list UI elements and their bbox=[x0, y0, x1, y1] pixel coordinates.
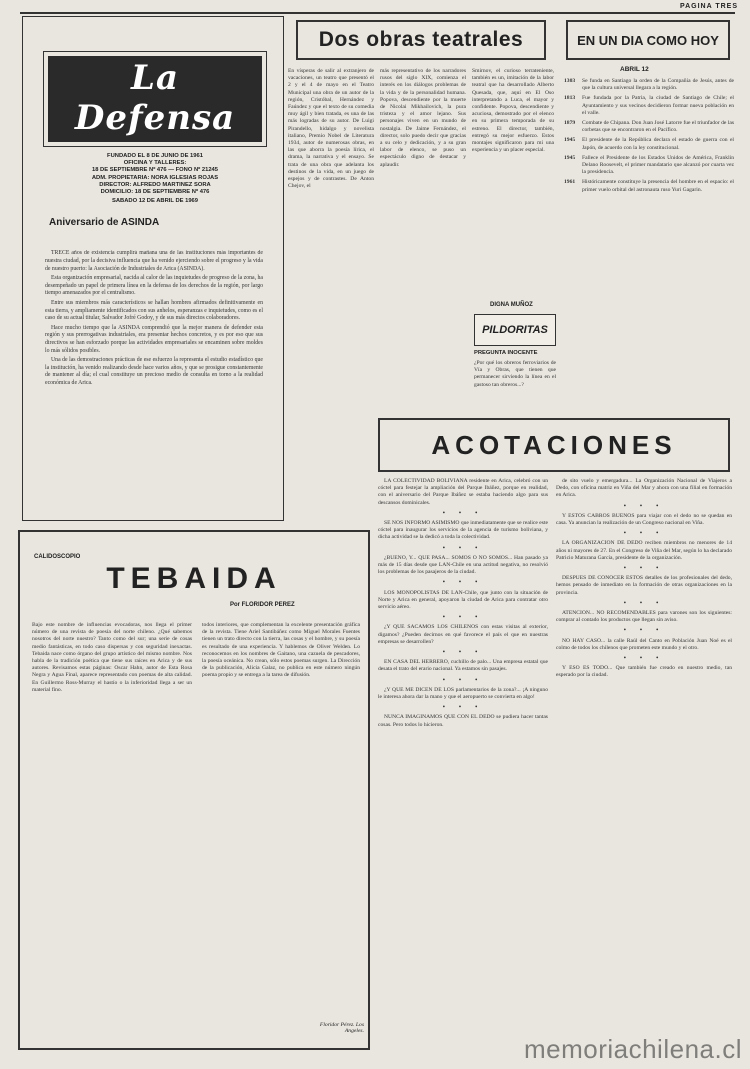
masthead bbox=[43, 51, 267, 147]
dia-text: Fue fundada por la Patria, la ciudad de Santiago de Chile; el Ayuntamiento y sus vecinos decidieron formar nueva población en el valle. bbox=[582, 95, 734, 116]
dia-year: 1961 bbox=[564, 179, 576, 186]
masthead-title: La Defensa bbox=[48, 56, 262, 142]
tebaida-kicker: CALIDOSCOPIO bbox=[34, 554, 81, 560]
masthead-line5: DIRECTOR: ALFREDO MARTINEZ SORA bbox=[99, 181, 211, 188]
editorial-body bbox=[45, 250, 263, 500]
masthead-line4: ADM. PROPIETARIA: NORA IGLESIAS ROJAS bbox=[91, 174, 219, 181]
dia-date: ABRIL 12 bbox=[620, 66, 649, 73]
dia-title-box bbox=[566, 20, 730, 60]
acotaciones-title-box bbox=[378, 418, 730, 472]
pildoritas-logo-text: PILDORITAS bbox=[482, 324, 548, 336]
pildoritas-text: ¿Por qué los obreros ferroviarios de Vía y Obras, que tienen que permanecer sirviendo la línea en el gastoso tan obreros...? bbox=[474, 360, 556, 388]
dia-year: 1879 bbox=[564, 120, 576, 127]
dia-text: El presidente de la República declara el estado de guerra con el Japón, de acuerdo con la ley constitucional. bbox=[582, 137, 734, 151]
masthead-line2: OFICINA Y TALLERES: bbox=[123, 160, 187, 167]
editorial-paragraph: Una de las demostraciones prácticas de ese esfuerzo la representa el estudio estadístico que la institución, ha venido realizando desde hace varios años, y que se prosigue constantemente de mantener al día; el cual constituye un precioso medio de consulta en torno a la realidad económica de Arica. bbox=[45, 357, 263, 386]
acotacion-item: de sito vuelo y emergadura... La Organización Nacional de Viajeros a Dedo, con oficina matriz en Viña del Mar y ahora con una filial en formación en Arica. bbox=[556, 478, 732, 499]
acotacion-item: LOS MONOPOLISTAS DE LAN-Chile, que junto con la situación de Norte y Arica en general, apoyaron la ciudad de Arica para contratar otro servicio aéreo. bbox=[378, 589, 548, 611]
dia-year: 1945 bbox=[564, 154, 576, 161]
tebaida-col-2: todos interiores, que complementan la excelente presentación gráfica de la revista. Tiene Ariel Santibáñez como Miguel Morales Fuentes tienen un trato directo con la tierra, las cosas y el hombre, y su poesía es resultado de una experiencia. Y hablemos de Oliver Welden. Lo reconocemos en los nombres de Gaitano, una cazuela de pescadores, la poesía oceánica. No crean, sólo estos poemas surgen. La Dirección de la publicación, Alicia Galaz, no publica en este número ningún poema propio y se entrega a la tarea de difusión. bbox=[202, 622, 360, 679]
pildoritas-question-title: PREGUNTA INOCENTE bbox=[474, 350, 538, 356]
masthead-date: SABADO 12 DE ABRIL DE 1969 bbox=[111, 198, 198, 205]
dia-year: 1945 bbox=[564, 137, 576, 144]
acotacion-item: LA ORGANIZACION DE DEDO reciben miembros no menores de 14 años ni mayores de 27. En el Congreso de Viña del Mar, según lo ha declarado Patricio Maturana García, presidente de la organización. bbox=[556, 540, 732, 561]
masthead-line6: DOMICILIO: 18 DE SEPTIEMBRE Nº 476 bbox=[100, 189, 210, 196]
dia-title: EN UN DIA COMO HOY bbox=[577, 32, 719, 48]
top-rule bbox=[20, 12, 735, 14]
editorial-paragraph: Esta organización empresarial, nacida al calor de las inquietudes de progreso de la zona, ha desempeñado un papel de primera línea en la defensa de los derechos de la región, por largo tiempo amenazados por el centralismo. bbox=[45, 275, 263, 297]
dia-text: Fallece el Presidente de los Estados Unidos de América, Franklin Delano Roosevelt, el primer mandatario que alcanzó por cuarta vez la presidencia. bbox=[582, 154, 734, 176]
page-header-label: PAGINA TRES bbox=[679, 3, 738, 10]
editorial-paragraph: TRECE años de existencia cumplirá mañana una de las instituciones más importantes de nuestra ciudad, por la decisiva influencia que ha venido ejerciendo sobre el progreso y la vida de nuestro puerto: la Asociación de Industriales de Arica (ASINDA). bbox=[45, 250, 263, 272]
editorial-box bbox=[22, 16, 284, 521]
acotacion-item: Y ESO ES TODO... Que también fue creado en nuestro medio, tan esperado por la ciudad. bbox=[556, 665, 732, 679]
dia-text: Se funda en Santiago la orden de la Compañía de Jesús, antes de que la cultura universal llegara a la región. bbox=[582, 78, 734, 92]
acotacion-item: SE NOS INFORMO ASIMISMO que inmediatamente que se realice este cóctel para inaugurar los servicios de la agencia de turismo boliviana, y dicha actividad se la dedicó a toda la colectividad. bbox=[378, 520, 548, 541]
dia-year: 1813 bbox=[564, 95, 576, 102]
acotacion-item: ATENCION... NO RECOMENDABLES para varones son los siguientes: comprar al contado los productos que llegan sin aviso. bbox=[556, 610, 732, 624]
pildoritas-signature: DIGNA MUÑOZ bbox=[490, 302, 533, 308]
acotaciones-right: de sito vuelo y emergadura... La Organización Nacional de Viajeros a Dedo, con oficina matriz en Viña del Mar y ahora con una filial en formación en Arica. • • • Y ESTOS CABROS BUENOS para viajar con el dedo no se quedan en casa. Ya anuncian la realización de un Congreso nacional en Viña. • • • LA ORGANIZACION DE DEDO reciben miembros no menores de 14 años ni mayores de 27. En el Congreso de Viña del Mar, según lo ha declarado Patricio Maturana García, presidente de la organización. • • • DESPUES DE CONOCER ESTOS detalles de los profesionales del dedo, hemos pensado de inmediato en la formación de otras organizaciones en la provincia. • • • ATENCION... NO RECOMENDABLES para varones son los siguientes: comprar al contado los productos que llegan sin aviso. • • • NO HAY CASO... la calle Raúl del Canto en Población Juan Noé es el colmo de todos los chilenos que prometen este mundo y el otro. • • • Y ESO ES TODO... Que también fue creado en nuestro medio, tan esperado por la ciudad. bbox=[556, 478, 732, 679]
editorial-paragraph: Hace mucho tiempo que la ASINDA comprendió que la mejor manera de defender esta región y sus prerrogativas industriales, era presentar hechos concretos, y es por eso que sus directivos se han esforzado porque las actividades empresariales se encaminen sobre moldes lo más sólidos posibles. bbox=[45, 324, 263, 354]
acotacion-item: ¿Y QUE ME DICEN DE LOS parlamentarios de la zona?... ¡A ninguno le interesa ahora dar la mano y que el aeropuerto se convierta en algo! bbox=[378, 686, 548, 701]
acotaciones-title: ACOTACIONES bbox=[431, 429, 677, 460]
tebaida-title: TEBAIDA bbox=[106, 562, 282, 595]
acotaciones-left: LA COLECTIVIDAD BOLIVIANA residente en Arica, celebró con un cóctel para festejar la ampliación del Parque Ibáñez, porque en realidad, con el aniversario del Parque Ibáñez se estaba haciendo algo para sus descansos dominicales. • • • SE NOS INFORMO ASIMISMO que inmediatamente que se realice este cóctel para inaugurar los servicios de la agencia de turismo boliviana, y dicha actividad se la dedicó a toda la colectividad. • • • ¿BUENO, Y... QUE PASA... SOMOS O NO SOMOS... Han pasado ya más de 15 días desde que LAN-Chile en una actitud negativa, no resolvió los problemas de los pasajeros de la ciudad. • • • LOS MONOPOLISTAS DE LAN-Chile, que junto con la situación de Norte y Arica en general, apoyaron la ciudad de Arica para contratar otro servicio aéreo. • • • ¿Y QUE SACAMOS LOS CHILENOS con estas visitas al exterior, digamos? ¿Pueden decirnos en qué favorece el país el que en nuestras empresas se desarrollen? • • • EN CASA DEL HERRERO, cuchillo de palo... Una empresa estatal que desata el trato del erario nacional. Ya estamos sin pasajes. • • • ¿Y QUE ME DICEN DE LOS parlamentarios de la zona?... ¡A ninguno le interesa ahora dar la mano y que el aeropuerto se convierta en algo! • • • NUNCA IMAGINAMOS QUE CON EL DEDO se pudiera hacer tantas cosas. Pero todos lo hicieron. bbox=[378, 478, 548, 728]
masthead-line1: FUNDADO EL 8 DE JUNIO DE 1961 bbox=[107, 153, 203, 159]
masthead-line3: 18 DE SEPTIEMBRE Nº 476 — FONO Nº 21245 bbox=[91, 167, 218, 174]
teatro-col-3: Smirnov, el curioso terrateniente, también es un, imitación de la labor teatral que ha desarrollado Alberto Quesada, que, aquí en El Oso interpretando a Luca, el mayor y confidente. Popova, descendiente y acuciosa, demostrado por el elenco en su primera temporada de su estreno. El director, también, entregó su mejor esfuerzo. Estos montajes significaron para mí una experiencia y un placer especial. bbox=[472, 68, 554, 154]
pildoritas-logo bbox=[474, 314, 556, 346]
editorial-title: Aniversario de ASINDA bbox=[49, 217, 160, 229]
dia-text: Históricamente constituye la presencia del hombre en el espacio: el primer vuelo orbital del astronauta ruso Yuri Gagarin. bbox=[582, 179, 734, 193]
acotacion-item: NUNCA IMAGINAMOS QUE CON EL DEDO se pudiera hacer tantas cosas. Pero todos lo hicieron. bbox=[378, 714, 548, 728]
teatro-col-1: En vísperas de salir al extranjero de vacaciones, un teatro que presentó el 2 y el 4 de mayo en el Teatro Municipal una obra de un autor de la región, Cristóbal, Hernández y Faúndez y que el texto de su comedia muy ágil y bien tratada, es una de las más logradas de su autor. De Luigi Pirandello, hidalgo y novelista italiano, Premio Nobel de Literatura 1934, autor de numerosas obras, en las que aborra la poesía lírica, el drama, la narrativa y el ensayo. Se trata de una obra que adelanta los destinos de la vida, en un juego de espejos y de contrastes. De Anton Chejov, el bbox=[288, 68, 374, 190]
tebaida-col-1: Bajo este nombre de influencias evocadoras, nos llega el primer número de una revista de poesía del norte chileno. ¿Qué sabemos nosotros del norte nuestro? Tanto como del sur; una serie de cosas medio fantásticas, en todo caso dispersas y con seguridad inexactas. Tebaida nace como órgano del grupo artístico del mismo nombre. Nos habla de la tradición poética que tiene sus raíces en Arica y de sus autores. Revisamos estas páginas: Oscar Hahn, autor de Esta Rosa Negra y Agua Final, aparece representado con poemas de alta calidad. En Guillermo Ross-Murray el hastío o la inferioridad llega a ser un material fino. bbox=[32, 622, 192, 693]
acotacion-item: ¿BUENO, Y... QUE PASA... SOMOS O NO SOMOS... Han pasado ya más de 15 días desde que LAN-Chile en una actitud negativa, no resolvió los problemas de los pasajeros de la ciudad. bbox=[378, 554, 548, 576]
tebaida-signature: Floridor Pérez. Los Angeles. bbox=[319, 1022, 364, 1034]
watermark: memoriachilena.cl bbox=[523, 1034, 742, 1064]
editorial-paragraph: Entre sus miembros más característicos se hallan hombres afirmados definitivamente en esta tierra, y ampliamente identificados con sus anhelos, esperanzas e inquietudes, como es el caso de su actual titular, Salvador Jofré Godoy, y de sus más directos colaboradores. bbox=[45, 299, 263, 322]
teatro-col-2: más representativo de los narradores rusos del siglo XIX, comienza el interés en los diálogos problemas de la vida y de la personalidad humana. Popova, descendiente por la muerte de Nicolai Mikhailovich, la pura tristeza y el amor lejano. Sus personajes viven en un mundo de nostalgia. De Jaime Fernández, el director, solo puedo decir que gracias a su celo y dedicación, y a su gran labor de elenco, se puso un espectáculo digno de destacar y aplaudir. bbox=[380, 68, 466, 168]
dia-text: Combate de Chipana. Don Juan José Latorre fue el triunfador de las corbetas que se encontraron en el Pacífico. bbox=[582, 120, 734, 134]
acotacion-item: ¿Y QUE SACAMOS LOS CHILENOS con estas visitas al exterior, digamos? ¿Pueden decirnos en qué favorece el país el que en nuestras empresas se desarrollen? bbox=[378, 624, 548, 645]
tebaida-byline: Por FLORIDOR PEREZ bbox=[230, 602, 295, 608]
tebaida-box bbox=[18, 530, 370, 1050]
dia-entries bbox=[564, 78, 734, 398]
acotacion-item: NO HAY CASO... la calle Raúl del Canto en Población Juan Noé es el colmo de todos los chilenos que prometen este mundo y el otro. bbox=[556, 637, 732, 651]
dia-year: 1303 bbox=[564, 78, 576, 84]
teatro-title-box bbox=[296, 20, 546, 60]
acotacion-item: DESPUES DE CONOCER ESTOS detalles de los profesionales del dedo, hemos pensado de inmediato en la formación de otras organizaciones en la provincia. bbox=[556, 575, 732, 596]
teatro-title: Dos obras teatrales bbox=[318, 28, 524, 51]
acotacion-item: EN CASA DEL HERRERO, cuchillo de palo... Una empresa estatal que desata el trato del erario nacional. Ya estamos sin pasajes. bbox=[378, 659, 548, 673]
acotacion-item: LA COLECTIVIDAD BOLIVIANA residente en Arica, celebró con un cóctel para festejar la ampliación del Parque Ibáñez, porque en realidad, con el aniversario del Parque Ibáñez se estaba haciendo algo para sus descansos dominicales. bbox=[378, 478, 548, 506]
acotacion-item: Y ESTOS CABROS BUENOS para viajar con el dedo no se quedan en casa. Ya anuncian la realización de un Congreso nacional en Viña. bbox=[556, 512, 732, 527]
